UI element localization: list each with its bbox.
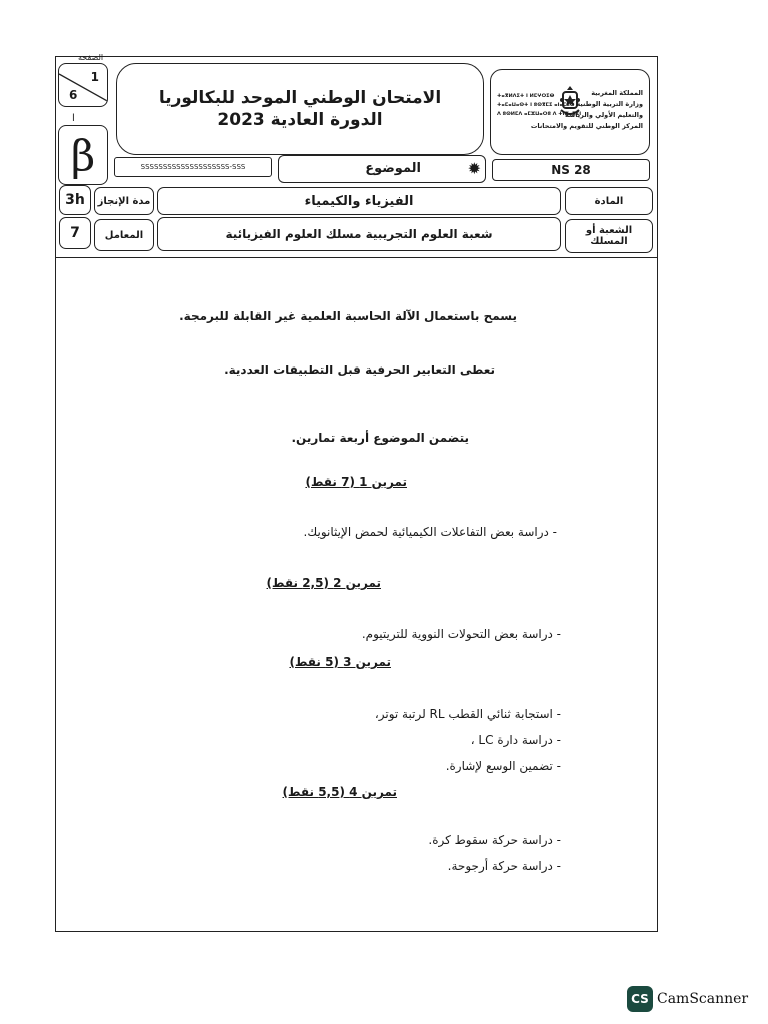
exercise-1-item-1: - دراسة بعض التفاعلات الكيميائية لحمض الإيثانويك. (303, 525, 557, 539)
exam-code: SSSSSSSSSSSSSSSSSSSS-SSS (140, 163, 246, 171)
exercise-2-title: تمرين 2 (2,5 نقط) (266, 576, 381, 590)
camscanner-logo-icon: CS (627, 986, 653, 1012)
coefficient-value: 7 (70, 225, 80, 241)
exam-sheet (55, 53, 658, 932)
coefficient-label: المعامل (104, 229, 144, 241)
exercise-count-note: يتضمن الموضوع أربعة تمارين. (291, 431, 469, 445)
ministry-logo-box (490, 69, 650, 155)
exercise-3-title: تمرين 3 (5 نقط) (289, 655, 391, 669)
page-current: 1 (90, 70, 99, 84)
exam-title-box (116, 63, 484, 155)
coefficient-label-box (94, 219, 154, 251)
branch-field-label-box (565, 219, 653, 253)
exercise-4-item-2: - دراسة حركة أرجوحة. (447, 859, 561, 873)
ns-code: NS 28 (551, 163, 591, 177)
exercise-4-item-1: - دراسة حركة سقوط كرة. (428, 833, 561, 847)
duration-label-box (94, 187, 154, 215)
exercise-2-item-1: - دراسة بعض التحولات النووية للتريتيوم. (361, 627, 561, 641)
exam-code-box (114, 157, 272, 177)
camscanner-watermark (627, 986, 748, 1012)
exam-title-line2: الدورة العادية 2023 (217, 110, 383, 130)
exercise-3-item-1: - استجابة ثنائي القطب RL لرتبة توتر، (374, 707, 561, 721)
page-divider-line (59, 64, 108, 107)
page-total: 6 (69, 88, 78, 102)
expressions-note: تعطى التعابير الحرفية قبل التطبيقات العددية. (224, 363, 495, 377)
exercise-3-item-2: - دراسة دارة LC ، (470, 733, 561, 747)
duration-value: 3h (65, 192, 85, 208)
coefficient-value-box (59, 217, 91, 249)
subject-field-label-box (565, 187, 653, 215)
subject-field-label: المادة (594, 195, 624, 207)
ns-code-box (492, 159, 650, 181)
page-counter-box (58, 63, 108, 107)
duration-label: مدة الإنجاز (97, 195, 151, 207)
header-divider (56, 257, 657, 258)
calculator-note: يسمح باستعمال الآلة الحاسبة العلمية غير القابلة للبرمجة. (179, 309, 517, 323)
beta-symbol: β (70, 130, 96, 180)
ministry-tifinagh-text: ⵜⴰⴳⵍⴷⵉⵜ ⵏ ⵍⵎⵖⵔⵉⴱ ⵜⴰⵎⴰⵡⴰⵙⵜ ⵏ ⵓⵙⴳⵎⵉ ⴰⵏⴰⵎⵓⵔ ⴷ ⵓⵙⵍⵎⴷ ⴰⵎⵣⵡⴰⵔⵓ ⴷ ⵜⵏⵣⴰⴳⵉⵏ (497, 93, 582, 117)
subject-label: الموضوع (365, 161, 421, 176)
exercise-1-title: تمرين 1 (7 نقط) (305, 475, 407, 489)
subject-name-box (157, 187, 561, 215)
branch-name-box (157, 217, 561, 251)
exam-title-line1: الامتحان الوطني الموحد للبكالوريا (158, 88, 442, 108)
page-label: الصفحة (78, 53, 104, 62)
camscanner-name: CamScanner (657, 991, 749, 1007)
subject-label-box (278, 155, 486, 183)
branch-field-label: الشعبة أو المسلك (585, 225, 633, 247)
exercise-4-title: تمرين 4 (5,5 نقط) (282, 785, 397, 799)
branch-name: شعبة العلوم التجريبية مسلك العلوم الفيزيائية (225, 227, 493, 241)
beta-symbol-box (58, 125, 108, 185)
gear-icon: ✹ (467, 159, 481, 178)
duration-value-box (59, 185, 91, 215)
exercise-3-item-3: - تضمين الوسع لإشارة. (445, 759, 561, 773)
ministry-arabic-text: المملكة المغربية وزارة التربية الوطنية والتعليم الأولي والرياضة المركز الوطني للتقويم والامتحانات (530, 89, 643, 130)
beta-mark: ا (72, 113, 75, 124)
subject-name: الفيزياء والكيمياء (304, 193, 414, 209)
